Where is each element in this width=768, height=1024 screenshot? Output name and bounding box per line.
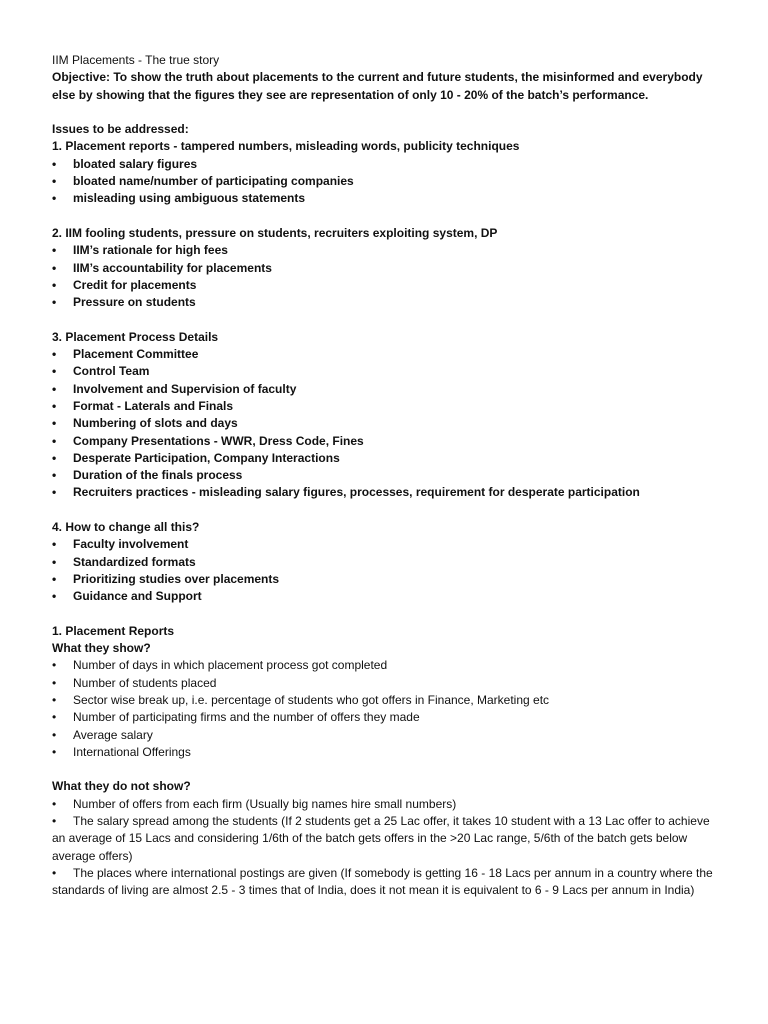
section-1-heading: 1. Placement reports - tampered numbers, misleading words, publicity techniques	[52, 139, 520, 154]
list-item: • Prioritizing studies over placements	[52, 571, 724, 588]
list-item: • Credit for placements	[52, 277, 724, 294]
list-item: • IIM’s accountability for placements	[52, 260, 724, 277]
list-item: • Duration of the finals process	[52, 467, 724, 484]
section-3-heading: 3. Placement Process Details	[52, 329, 219, 344]
list-item: • Number of days in which placement process got completed	[52, 657, 724, 674]
list-item: • Number of offers from each firm (Usually big names hire small numbers)	[52, 796, 724, 813]
bullet-marker: •	[52, 814, 57, 829]
objective-paragraph: Objective: To show the truth about placements to the current and future students, the misinformed and everybody else by showing that the figures they see are representation of only 10 - 20% of the batch’s performance.	[52, 70, 703, 102]
bullet-marker: •	[52, 277, 57, 292]
list-item: • Format - Laterals and Finals	[52, 398, 724, 415]
bullet-marker: •	[52, 537, 57, 552]
bullet-marker: •	[52, 295, 57, 310]
list-item: • Pressure on students	[52, 294, 724, 311]
what-they-do-not-show-heading: What they do not show?	[52, 779, 191, 794]
bullet-marker: •	[52, 398, 57, 413]
list-item: • Numbering of slots and days	[52, 415, 724, 432]
bullet-marker: •	[52, 865, 57, 880]
list-item: • The salary spread among the students (If 2 students get a 25 Lac offer, it takes 10 student with a 13 Lac offer to achieve an average of 15 Lacs and considering 1/6th of the batch gets offers in the >20 Lac range, 5/6th of the batch gets below average offers)	[52, 814, 710, 863]
section-1-list	[52, 156, 724, 208]
section-4-list	[52, 536, 724, 605]
list-item: • bloated salary figures	[52, 156, 724, 173]
bullet-marker: •	[52, 675, 57, 690]
placement-reports-heading: 1. Placement Reports	[52, 623, 175, 638]
bullet-marker: •	[52, 589, 57, 604]
issues-heading: Issues to be addressed:	[52, 122, 189, 137]
list-item: • Involvement and Supervision of faculty	[52, 381, 724, 398]
bullet-marker: •	[52, 381, 57, 396]
section-3-list	[52, 346, 724, 502]
list-item: • Faculty involvement	[52, 536, 724, 553]
list-item: • Number of participating firms and the number of offers they made	[52, 709, 724, 726]
bullet-marker: •	[52, 174, 57, 189]
bullet-marker: •	[52, 727, 57, 742]
document-body	[52, 52, 724, 900]
section-2-list	[52, 242, 724, 311]
bullet-marker: •	[52, 191, 57, 206]
bullet-marker: •	[52, 485, 57, 500]
bullet-marker: •	[52, 710, 57, 725]
what-they-do-not-show-list	[52, 796, 724, 900]
list-item: • bloated name/number of participating companies	[52, 173, 724, 190]
bullet-marker: •	[52, 744, 57, 759]
bullet-marker: •	[52, 156, 57, 171]
bullet-marker: •	[52, 450, 57, 465]
list-item: • Number of students placed	[52, 675, 724, 692]
list-item: • Guidance and Support	[52, 588, 724, 605]
bullet-marker: •	[52, 796, 57, 811]
list-item: • Control Team	[52, 363, 724, 380]
list-item: • Recruiters practices - misleading salary figures, processes, requirement for desperate participation	[52, 484, 724, 501]
bullet-marker: •	[52, 692, 57, 707]
document-title: IIM Placements - The true story	[52, 53, 220, 67]
bullet-marker: •	[52, 468, 57, 483]
bullet-marker: •	[52, 571, 57, 586]
bullet-marker: •	[52, 347, 57, 362]
list-item: • The places where international postings are given (If somebody is getting 16 - 18 Lacs per annum in a country where the standards of living are almost 2.5 - 3 times that of India, does it not mean it is equivalent to 6 - 9 Lacs per annum in India)	[52, 865, 713, 898]
what-they-show-list	[52, 657, 724, 761]
section-2-heading: 2. IIM fooling students, pressure on students, recruiters exploiting system, DP	[52, 225, 498, 240]
bullet-marker: •	[52, 243, 57, 258]
bullet-marker: •	[52, 554, 57, 569]
list-item: • Placement Committee	[52, 346, 724, 363]
list-item: • IIM’s rationale for high fees	[52, 242, 724, 259]
what-they-show-heading: What they show?	[52, 641, 151, 656]
list-item: • Average salary	[52, 727, 724, 744]
bullet-marker: •	[52, 416, 57, 431]
list-item: • International Offerings	[52, 744, 724, 761]
list-item: • misleading using ambiguous statements	[52, 190, 724, 207]
list-item: • Company Presentations - WWR, Dress Code, Fines	[52, 433, 724, 450]
list-item: • Desperate Participation, Company Interactions	[52, 450, 724, 467]
bullet-marker: •	[52, 433, 57, 448]
list-item: • Sector wise break up, i.e. percentage of students who got offers in Finance, Marketing etc	[52, 692, 724, 709]
list-item: • Standardized formats	[52, 554, 724, 571]
bullet-marker: •	[52, 658, 57, 673]
section-4-heading: 4. How to change all this?	[52, 520, 200, 535]
bullet-marker: •	[52, 260, 57, 275]
bullet-marker: •	[52, 364, 57, 379]
